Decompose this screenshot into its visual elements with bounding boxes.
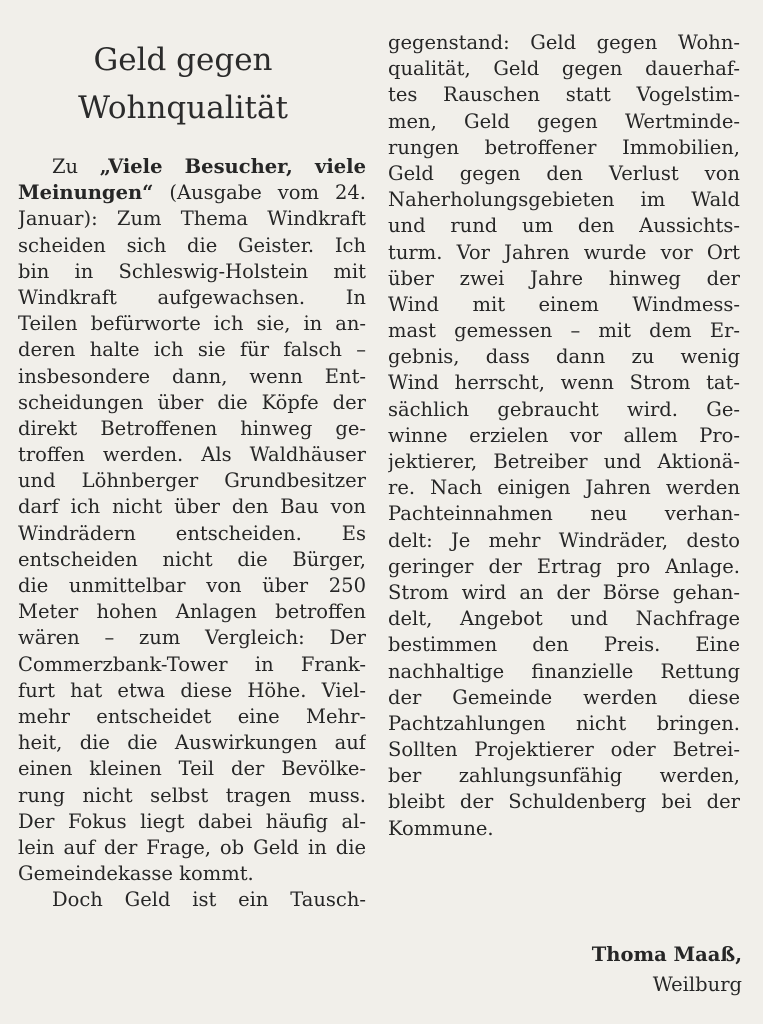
text-line: einen kleinen Teil der Bevölke-: [18, 757, 366, 781]
text-line: delt: Je mehr Windräder, desto: [388, 528, 740, 552]
text-line: bestimmen den Preis. Eine: [388, 633, 740, 657]
text-line: der Gemeinde werden diese: [388, 685, 740, 709]
text-line: rungen betroffener Immobilien,: [388, 135, 740, 159]
text-line: re. Nach einigen Jahren werden: [388, 476, 740, 500]
text-line: die unmittelbar von über 250: [18, 574, 366, 597]
text-line: bleibt der Schuldenberg bei der: [388, 790, 740, 814]
text-line: rung nicht selbst tragen muss.: [18, 783, 366, 807]
author-city: Weilburg: [652, 973, 742, 996]
text-line: scheidungen über die Köpfe der: [18, 390, 366, 414]
text-line: gebnis, dass dann zu wenig: [388, 345, 740, 369]
text-line: geringer der Ertrag pro Anlage.: [388, 554, 740, 578]
right-column: [388, 30, 740, 842]
text-line: jektierer, Betreiber und Aktionä-: [388, 450, 740, 473]
author-name: Thoma Maaß,: [591, 943, 742, 966]
text-line: Der Fokus liegt dabei häufig al-: [18, 809, 366, 833]
text-line: und rund um den Aussichts-: [388, 214, 740, 238]
text-line: nachhaltige finanzielle Rettung: [388, 659, 740, 683]
text-line: Sollten Projektierer oder Betrei-: [388, 738, 740, 762]
text-line: Commerzbank-Tower in Frank-: [18, 652, 366, 676]
text-line: Januar): Zum Thema Windkraft: [18, 207, 366, 231]
text-line: tes Rauschen statt Vogelstim-: [388, 83, 740, 107]
headline-line-2: Wohnqualität: [78, 90, 288, 126]
text-line: lein auf der Frage, ob Geld in die: [18, 835, 366, 859]
text-line: Strom wird an der Börse gehan-: [388, 580, 740, 604]
text-line: Windrädern entscheiden. Es: [18, 521, 366, 545]
text-line: mast gemessen – mit dem Er-: [388, 319, 740, 343]
text-line: darf ich nicht über den Bau von: [18, 495, 366, 519]
text-line: mehr entscheidet eine Mehr-: [18, 704, 366, 728]
text-line: men, Geld gegen Wertminde-: [388, 109, 740, 133]
text-line: delt, Angebot und Nachfrage: [388, 607, 740, 631]
text-line: Pachteinnahmen neu verhan-: [388, 502, 740, 526]
text-line: Windkraft aufgewachsen. In: [18, 285, 366, 309]
text-line: wären – zum Vergleich: Der: [18, 626, 366, 650]
text-line: Wind mit einem Windmess-: [388, 292, 740, 316]
text-line: Doch Geld ist ein Tausch-: [52, 888, 366, 912]
text-line: deren halte ich sie für falsch –: [18, 338, 366, 362]
text-line: über zwei Jahre hinweg der: [388, 266, 740, 290]
text-line: scheiden sich die Geister. Ich: [18, 233, 366, 257]
text-line: Teilen befürworte ich sie, in an-: [18, 312, 366, 336]
text-line: Gemeindekasse kommt.: [18, 862, 254, 886]
text-line: Zu „Viele Besucher, viele: [52, 155, 366, 178]
text-line: qualität, Geld gegen dauerhaf-: [388, 57, 740, 81]
text-line: Meter hohen Anlagen betroffen: [18, 600, 366, 624]
text-line: entscheiden nicht die Bürger,: [18, 547, 366, 571]
text-line: und Löhnberger Grundbesitzer: [18, 469, 366, 493]
text-line: gegenstand: Geld gegen Wohn-: [388, 31, 740, 54]
text-line: turm. Vor Jahren wurde vor Ort: [388, 240, 740, 264]
text-line: Meinungen“ (Ausgabe vom 24.: [18, 181, 366, 205]
text-line: bin in Schleswig-Holstein mit: [18, 259, 366, 283]
text-line: winne erzielen vor allem Pro-: [388, 423, 740, 447]
text-line: Kommune.: [388, 816, 494, 840]
headline-line-1: Geld gegen: [93, 42, 273, 78]
left-column: [18, 154, 366, 913]
text-line: sächlich gebraucht wird. Ge-: [388, 397, 740, 421]
text-line: furt hat etwa diese Höhe. Viel-: [18, 678, 366, 702]
text-line: troffen werden. Als Waldhäuser: [18, 443, 366, 467]
text-line: Wind herrscht, wenn Strom tat-: [388, 371, 740, 395]
text-line: Pachtzahlungen nicht bringen.: [388, 711, 740, 735]
text-line: ber zahlungsunfähig werden,: [388, 764, 740, 788]
text-line: Geld gegen den Verlust von: [388, 161, 740, 185]
text-line: direkt Betroffenen hinweg ge-: [18, 416, 366, 440]
text-line: insbesondere dann, wenn Ent-: [18, 364, 366, 388]
text-line: Naherholungsgebieten im Wald: [388, 188, 740, 212]
text-line: heit, die die Auswirkungen auf: [18, 731, 366, 755]
